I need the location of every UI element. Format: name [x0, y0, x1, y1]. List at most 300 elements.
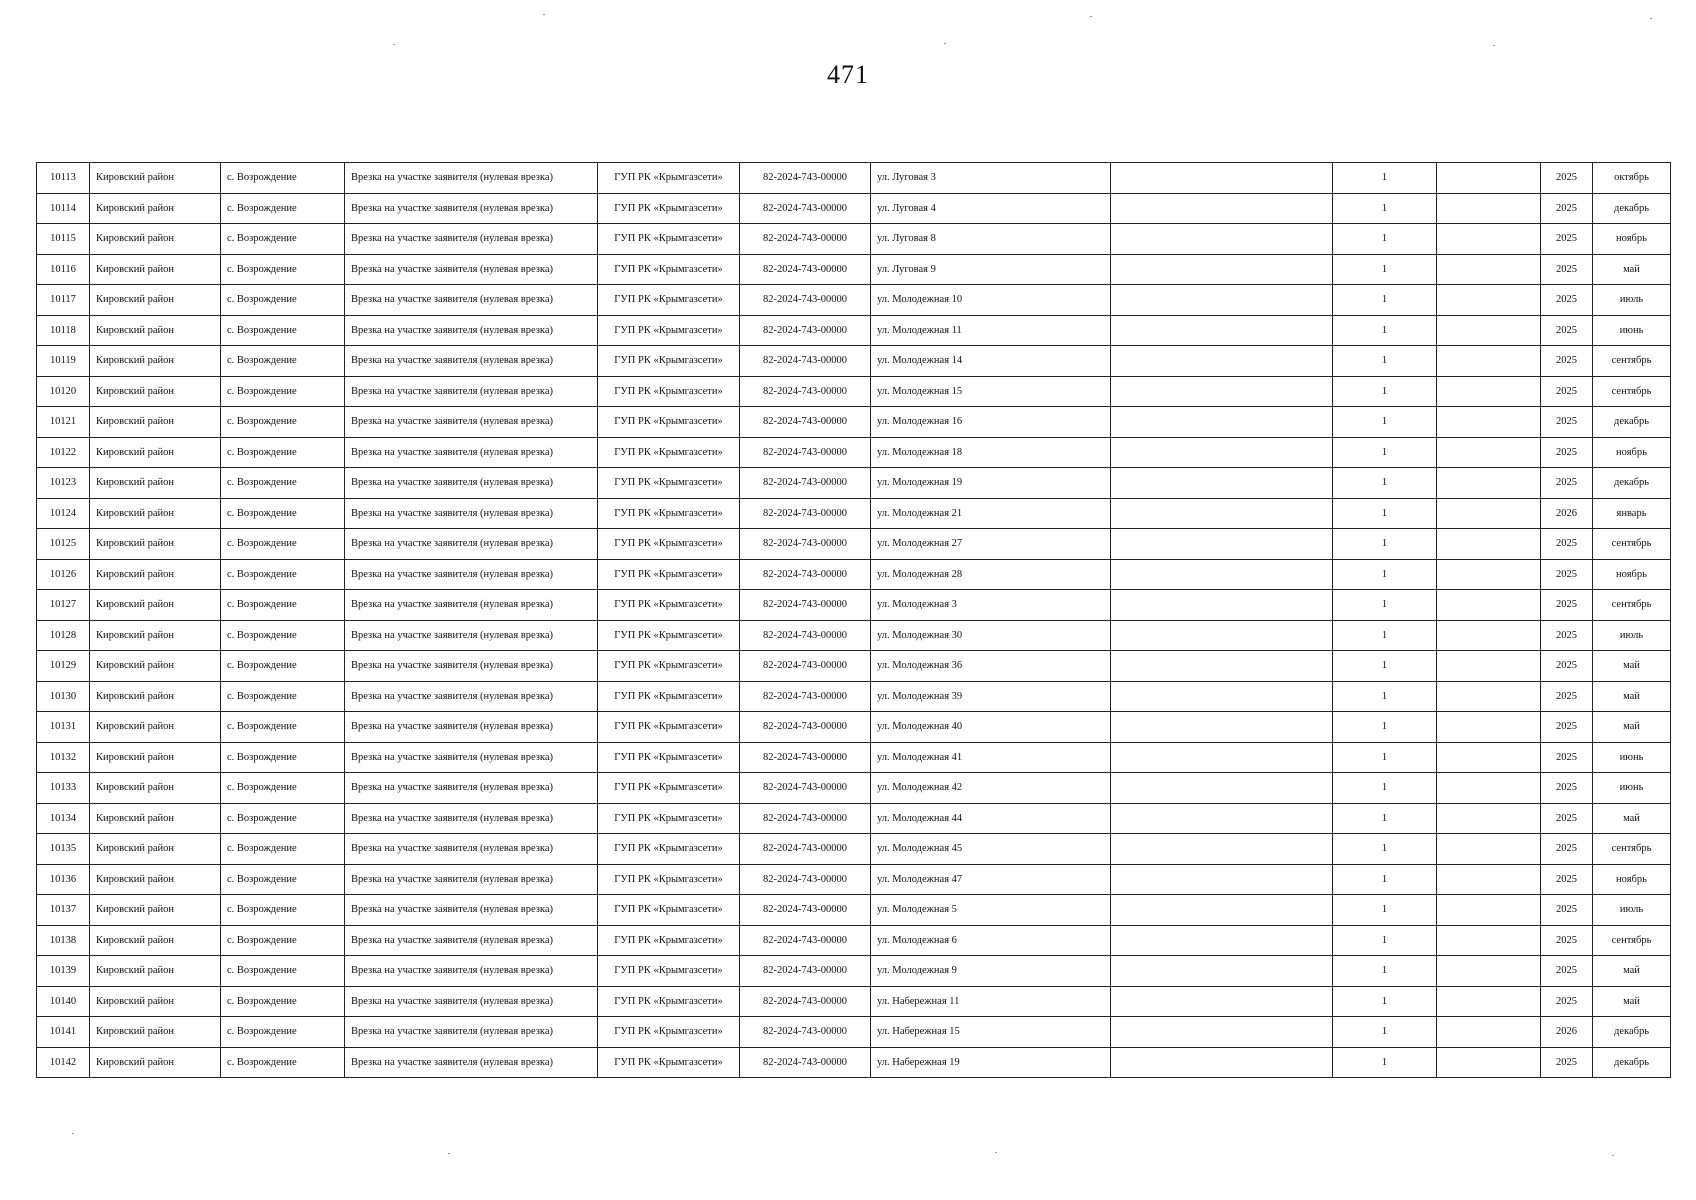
month-cell: январь: [1593, 498, 1671, 529]
row-number: 10123: [37, 468, 90, 499]
empty-cell: [1437, 956, 1541, 987]
table-row: [37, 1017, 1671, 1048]
district-cell: Кировский район: [90, 712, 221, 743]
district-cell: Кировский район: [90, 1047, 221, 1078]
settlement-cell: с. Возрождение: [221, 407, 345, 438]
project-code-cell: 82-2024-743-00000: [740, 1047, 871, 1078]
month-cell: ноябрь: [1593, 559, 1671, 590]
row-number: 10139: [37, 956, 90, 987]
empty-cell: [1437, 468, 1541, 499]
month-cell: май: [1593, 986, 1671, 1017]
empty-cell: [1437, 986, 1541, 1017]
settlement-cell: с. Возрождение: [221, 803, 345, 834]
district-cell: Кировский район: [90, 620, 221, 651]
table-row: [37, 773, 1671, 804]
year-cell: 2025: [1541, 315, 1593, 346]
row-number: 10137: [37, 895, 90, 926]
organization-cell: ГУП РК «Крымгазсети»: [598, 437, 740, 468]
year-cell: 2025: [1541, 925, 1593, 956]
settlement-cell: с. Возрождение: [221, 163, 345, 194]
month-cell: сентябрь: [1593, 590, 1671, 621]
address-cell: ул. Луговая 3: [871, 163, 1111, 194]
quantity-cell: 1: [1333, 407, 1437, 438]
work-type-cell: Врезка на участке заявителя (нулевая врезка): [345, 407, 598, 438]
organization-cell: ГУП РК «Крымгазсети»: [598, 407, 740, 438]
settlement-cell: с. Возрождение: [221, 651, 345, 682]
address-cell: ул. Молодежная 15: [871, 376, 1111, 407]
project-code-cell: 82-2024-743-00000: [740, 925, 871, 956]
address-cell: ул. Молодежная 6: [871, 925, 1111, 956]
empty-cell: [1437, 1047, 1541, 1078]
quantity-cell: 1: [1333, 986, 1437, 1017]
table-row: [37, 895, 1671, 926]
organization-cell: ГУП РК «Крымгазсети»: [598, 620, 740, 651]
empty-cell: [1111, 315, 1333, 346]
empty-cell: [1111, 925, 1333, 956]
empty-cell: [1437, 742, 1541, 773]
table-row: [37, 620, 1671, 651]
row-number: 10136: [37, 864, 90, 895]
empty-cell: [1437, 712, 1541, 743]
month-cell: июль: [1593, 285, 1671, 316]
settlement-cell: с. Возрождение: [221, 956, 345, 987]
empty-cell: [1111, 590, 1333, 621]
address-cell: ул. Молодежная 45: [871, 834, 1111, 865]
empty-cell: [1111, 1047, 1333, 1078]
empty-cell: [1437, 559, 1541, 590]
scan-speck: [448, 1153, 450, 1154]
row-number: 10114: [37, 193, 90, 224]
district-cell: Кировский район: [90, 895, 221, 926]
row-number: 10133: [37, 773, 90, 804]
work-type-cell: Врезка на участке заявителя (нулевая врезка): [345, 681, 598, 712]
district-cell: Кировский район: [90, 437, 221, 468]
table-row: [37, 224, 1671, 255]
address-cell: ул. Молодежная 11: [871, 315, 1111, 346]
work-type-cell: Врезка на участке заявителя (нулевая врезка): [345, 437, 598, 468]
district-cell: Кировский район: [90, 498, 221, 529]
district-cell: Кировский район: [90, 651, 221, 682]
month-cell: сентябрь: [1593, 376, 1671, 407]
empty-cell: [1111, 1017, 1333, 1048]
table-row: [37, 864, 1671, 895]
row-number: 10115: [37, 224, 90, 255]
district-cell: Кировский район: [90, 529, 221, 560]
address-cell: ул. Молодежная 36: [871, 651, 1111, 682]
year-cell: 2025: [1541, 346, 1593, 377]
organization-cell: ГУП РК «Крымгазсети»: [598, 376, 740, 407]
organization-cell: ГУП РК «Крымгазсети»: [598, 498, 740, 529]
row-number: 10126: [37, 559, 90, 590]
month-cell: май: [1593, 681, 1671, 712]
organization-cell: ГУП РК «Крымгазсети»: [598, 224, 740, 255]
month-cell: октябрь: [1593, 163, 1671, 194]
row-number: 10113: [37, 163, 90, 194]
organization-cell: ГУП РК «Крымгазсети»: [598, 742, 740, 773]
organization-cell: ГУП РК «Крымгазсети»: [598, 285, 740, 316]
month-cell: декабрь: [1593, 407, 1671, 438]
work-type-cell: Врезка на участке заявителя (нулевая врезка): [345, 163, 598, 194]
month-cell: май: [1593, 803, 1671, 834]
year-cell: 2025: [1541, 468, 1593, 499]
project-code-cell: 82-2024-743-00000: [740, 376, 871, 407]
address-cell: ул. Молодежная 18: [871, 437, 1111, 468]
month-cell: сентябрь: [1593, 529, 1671, 560]
district-cell: Кировский район: [90, 742, 221, 773]
project-code-cell: 82-2024-743-00000: [740, 407, 871, 438]
month-cell: ноябрь: [1593, 224, 1671, 255]
empty-cell: [1437, 651, 1541, 682]
settlement-cell: с. Возрождение: [221, 529, 345, 560]
organization-cell: ГУП РК «Крымгазсети»: [598, 834, 740, 865]
settlement-cell: с. Возрождение: [221, 468, 345, 499]
settlement-cell: с. Возрождение: [221, 376, 345, 407]
scan-speck: [543, 14, 545, 15]
quantity-cell: 1: [1333, 1017, 1437, 1048]
month-cell: сентябрь: [1593, 834, 1671, 865]
table-row: [37, 925, 1671, 956]
table-row: [37, 498, 1671, 529]
district-cell: Кировский район: [90, 468, 221, 499]
year-cell: 2026: [1541, 1017, 1593, 1048]
year-cell: 2025: [1541, 1047, 1593, 1078]
empty-cell: [1111, 986, 1333, 1017]
quantity-cell: 1: [1333, 315, 1437, 346]
organization-cell: ГУП РК «Крымгазсети»: [598, 1017, 740, 1048]
quantity-cell: 1: [1333, 590, 1437, 621]
empty-cell: [1437, 224, 1541, 255]
table-row: [37, 1047, 1671, 1078]
work-type-cell: Врезка на участке заявителя (нулевая врезка): [345, 1017, 598, 1048]
work-type-cell: Врезка на участке заявителя (нулевая врезка): [345, 285, 598, 316]
address-cell: ул. Молодежная 39: [871, 681, 1111, 712]
empty-cell: [1437, 193, 1541, 224]
district-cell: Кировский район: [90, 590, 221, 621]
scan-speck: [1650, 18, 1652, 19]
row-number: 10132: [37, 742, 90, 773]
district-cell: Кировский район: [90, 315, 221, 346]
year-cell: 2025: [1541, 834, 1593, 865]
quantity-cell: 1: [1333, 925, 1437, 956]
quantity-cell: 1: [1333, 559, 1437, 590]
work-type-cell: Врезка на участке заявителя (нулевая врезка): [345, 773, 598, 804]
settlement-cell: с. Возрождение: [221, 834, 345, 865]
organization-cell: ГУП РК «Крымгазсети»: [598, 1047, 740, 1078]
empty-cell: [1111, 163, 1333, 194]
work-type-cell: Врезка на участке заявителя (нулевая врезка): [345, 956, 598, 987]
settlement-cell: с. Возрождение: [221, 681, 345, 712]
work-type-cell: Врезка на участке заявителя (нулевая врезка): [345, 712, 598, 743]
settlement-cell: с. Возрождение: [221, 712, 345, 743]
year-cell: 2025: [1541, 224, 1593, 255]
scan-speck: [944, 43, 946, 44]
year-cell: 2025: [1541, 590, 1593, 621]
empty-cell: [1111, 468, 1333, 499]
empty-cell: [1111, 407, 1333, 438]
row-number: 10128: [37, 620, 90, 651]
district-cell: Кировский район: [90, 864, 221, 895]
year-cell: 2025: [1541, 864, 1593, 895]
row-number: 10141: [37, 1017, 90, 1048]
quantity-cell: 1: [1333, 163, 1437, 194]
empty-cell: [1111, 529, 1333, 560]
address-cell: ул. Молодежная 16: [871, 407, 1111, 438]
project-code-cell: 82-2024-743-00000: [740, 834, 871, 865]
empty-cell: [1437, 773, 1541, 804]
month-cell: июнь: [1593, 773, 1671, 804]
empty-cell: [1437, 346, 1541, 377]
district-cell: Кировский район: [90, 834, 221, 865]
year-cell: 2025: [1541, 285, 1593, 316]
quantity-cell: 1: [1333, 895, 1437, 926]
month-cell: сентябрь: [1593, 925, 1671, 956]
work-type-cell: Врезка на участке заявителя (нулевая врезка): [345, 925, 598, 956]
empty-cell: [1111, 224, 1333, 255]
settlement-cell: с. Возрождение: [221, 864, 345, 895]
settlement-cell: с. Возрождение: [221, 285, 345, 316]
empty-cell: [1111, 864, 1333, 895]
work-type-cell: Врезка на участке заявителя (нулевая врезка): [345, 1047, 598, 1078]
work-type-cell: Врезка на участке заявителя (нулевая врезка): [345, 498, 598, 529]
empty-cell: [1111, 620, 1333, 651]
month-cell: май: [1593, 651, 1671, 682]
year-cell: 2025: [1541, 437, 1593, 468]
settlement-cell: с. Возрождение: [221, 346, 345, 377]
project-code-cell: 82-2024-743-00000: [740, 773, 871, 804]
project-code-cell: 82-2024-743-00000: [740, 681, 871, 712]
district-cell: Кировский район: [90, 285, 221, 316]
quantity-cell: 1: [1333, 376, 1437, 407]
quantity-cell: 1: [1333, 803, 1437, 834]
project-code-cell: 82-2024-743-00000: [740, 437, 871, 468]
settlement-cell: с. Возрождение: [221, 925, 345, 956]
organization-cell: ГУП РК «Крымгазсети»: [598, 712, 740, 743]
empty-cell: [1437, 376, 1541, 407]
month-cell: июнь: [1593, 315, 1671, 346]
organization-cell: ГУП РК «Крымгазсети»: [598, 346, 740, 377]
work-type-cell: Врезка на участке заявителя (нулевая врезка): [345, 254, 598, 285]
project-code-cell: 82-2024-743-00000: [740, 254, 871, 285]
district-cell: Кировский район: [90, 224, 221, 255]
work-type-cell: Врезка на участке заявителя (нулевая врезка): [345, 986, 598, 1017]
empty-cell: [1437, 529, 1541, 560]
year-cell: 2025: [1541, 193, 1593, 224]
empty-cell: [1111, 193, 1333, 224]
empty-cell: [1111, 712, 1333, 743]
district-cell: Кировский район: [90, 559, 221, 590]
table-row: [37, 254, 1671, 285]
project-code-cell: 82-2024-743-00000: [740, 895, 871, 926]
month-cell: декабрь: [1593, 193, 1671, 224]
project-code-cell: 82-2024-743-00000: [740, 803, 871, 834]
work-type-cell: Врезка на участке заявителя (нулевая врезка): [345, 468, 598, 499]
settlement-cell: с. Возрождение: [221, 1047, 345, 1078]
settlement-cell: с. Возрождение: [221, 437, 345, 468]
empty-cell: [1437, 620, 1541, 651]
quantity-cell: 1: [1333, 224, 1437, 255]
project-code-cell: 82-2024-743-00000: [740, 559, 871, 590]
scan-speck: [1090, 16, 1092, 17]
quantity-cell: 1: [1333, 620, 1437, 651]
empty-cell: [1111, 559, 1333, 590]
empty-cell: [1111, 346, 1333, 377]
district-cell: Кировский район: [90, 773, 221, 804]
address-cell: ул. Молодежная 14: [871, 346, 1111, 377]
month-cell: июнь: [1593, 742, 1671, 773]
empty-cell: [1111, 498, 1333, 529]
year-cell: 2025: [1541, 651, 1593, 682]
year-cell: 2025: [1541, 529, 1593, 560]
organization-cell: ГУП РК «Крымгазсети»: [598, 590, 740, 621]
month-cell: май: [1593, 956, 1671, 987]
project-code-cell: 82-2024-743-00000: [740, 285, 871, 316]
empty-cell: [1437, 895, 1541, 926]
month-cell: июль: [1593, 895, 1671, 926]
address-cell: ул. Молодежная 9: [871, 956, 1111, 987]
year-cell: 2025: [1541, 407, 1593, 438]
work-type-cell: Врезка на участке заявителя (нулевая врезка): [345, 620, 598, 651]
work-type-cell: Врезка на участке заявителя (нулевая врезка): [345, 315, 598, 346]
scan-speck: [1612, 1155, 1614, 1156]
row-number: 10130: [37, 681, 90, 712]
empty-cell: [1437, 803, 1541, 834]
address-cell: ул. Молодежная 5: [871, 895, 1111, 926]
row-number: 10135: [37, 834, 90, 865]
empty-cell: [1437, 407, 1541, 438]
table-row: [37, 315, 1671, 346]
address-cell: ул. Молодежная 19: [871, 468, 1111, 499]
settlement-cell: с. Возрождение: [221, 1017, 345, 1048]
table-row: [37, 163, 1671, 194]
table-row: [37, 803, 1671, 834]
work-type-cell: Врезка на участке заявителя (нулевая врезка): [345, 224, 598, 255]
quantity-cell: 1: [1333, 956, 1437, 987]
row-number: 10118: [37, 315, 90, 346]
organization-cell: ГУП РК «Крымгазсети»: [598, 864, 740, 895]
project-code-cell: 82-2024-743-00000: [740, 315, 871, 346]
address-cell: ул. Луговая 9: [871, 254, 1111, 285]
district-cell: Кировский район: [90, 193, 221, 224]
project-code-cell: 82-2024-743-00000: [740, 986, 871, 1017]
settlement-cell: с. Возрождение: [221, 590, 345, 621]
scan-speck: [995, 1152, 997, 1153]
month-cell: ноябрь: [1593, 864, 1671, 895]
address-cell: ул. Луговая 8: [871, 224, 1111, 255]
empty-cell: [1437, 681, 1541, 712]
address-cell: ул. Молодежная 42: [871, 773, 1111, 804]
empty-cell: [1111, 254, 1333, 285]
row-number: 10120: [37, 376, 90, 407]
table-row: [37, 956, 1671, 987]
address-cell: ул. Молодежная 28: [871, 559, 1111, 590]
empty-cell: [1111, 681, 1333, 712]
address-cell: ул. Луговая 4: [871, 193, 1111, 224]
settlement-cell: с. Возрождение: [221, 559, 345, 590]
table-row: [37, 590, 1671, 621]
year-cell: 2025: [1541, 620, 1593, 651]
row-number: 10124: [37, 498, 90, 529]
empty-cell: [1111, 651, 1333, 682]
scan-speck: [1493, 45, 1495, 46]
organization-cell: ГУП РК «Крымгазсети»: [598, 651, 740, 682]
organization-cell: ГУП РК «Крымгазсети»: [598, 559, 740, 590]
work-type-cell: Врезка на участке заявителя (нулевая врезка): [345, 651, 598, 682]
district-cell: Кировский район: [90, 925, 221, 956]
organization-cell: ГУП РК «Крымгазсети»: [598, 773, 740, 804]
row-number: 10122: [37, 437, 90, 468]
year-cell: 2025: [1541, 773, 1593, 804]
settlement-cell: с. Возрождение: [221, 986, 345, 1017]
address-cell: ул. Набережная 19: [871, 1047, 1111, 1078]
project-code-cell: 82-2024-743-00000: [740, 956, 871, 987]
year-cell: 2025: [1541, 956, 1593, 987]
project-code-cell: 82-2024-743-00000: [740, 163, 871, 194]
organization-cell: ГУП РК «Крымгазсети»: [598, 956, 740, 987]
row-number: 10134: [37, 803, 90, 834]
empty-cell: [1111, 437, 1333, 468]
project-code-cell: 82-2024-743-00000: [740, 529, 871, 560]
settlement-cell: с. Возрождение: [221, 742, 345, 773]
year-cell: 2025: [1541, 681, 1593, 712]
settlement-cell: с. Возрождение: [221, 315, 345, 346]
address-cell: ул. Молодежная 30: [871, 620, 1111, 651]
empty-cell: [1437, 925, 1541, 956]
quantity-cell: 1: [1333, 437, 1437, 468]
table-row: [37, 834, 1671, 865]
row-number: 10125: [37, 529, 90, 560]
table-row: [37, 193, 1671, 224]
organization-cell: ГУП РК «Крымгазсети»: [598, 895, 740, 926]
empty-cell: [1111, 895, 1333, 926]
registry-table: [36, 162, 1671, 1078]
quantity-cell: 1: [1333, 285, 1437, 316]
table-row: [37, 681, 1671, 712]
month-cell: май: [1593, 712, 1671, 743]
year-cell: 2026: [1541, 498, 1593, 529]
quantity-cell: 1: [1333, 742, 1437, 773]
district-cell: Кировский район: [90, 346, 221, 377]
organization-cell: ГУП РК «Крымгазсети»: [598, 163, 740, 194]
quantity-cell: 1: [1333, 864, 1437, 895]
month-cell: июль: [1593, 620, 1671, 651]
address-cell: ул. Молодежная 41: [871, 742, 1111, 773]
empty-cell: [1437, 437, 1541, 468]
year-cell: 2025: [1541, 712, 1593, 743]
project-code-cell: 82-2024-743-00000: [740, 468, 871, 499]
row-number: 10127: [37, 590, 90, 621]
quantity-cell: 1: [1333, 773, 1437, 804]
month-cell: май: [1593, 254, 1671, 285]
scan-speck: [72, 1133, 74, 1134]
table-row: [37, 437, 1671, 468]
project-code-cell: 82-2024-743-00000: [740, 864, 871, 895]
settlement-cell: с. Возрождение: [221, 193, 345, 224]
address-cell: ул. Молодежная 27: [871, 529, 1111, 560]
quantity-cell: 1: [1333, 193, 1437, 224]
row-number: 10129: [37, 651, 90, 682]
empty-cell: [1111, 285, 1333, 316]
quantity-cell: 1: [1333, 254, 1437, 285]
month-cell: декабрь: [1593, 1017, 1671, 1048]
settlement-cell: с. Возрождение: [221, 620, 345, 651]
empty-cell: [1437, 254, 1541, 285]
project-code-cell: 82-2024-743-00000: [740, 346, 871, 377]
address-cell: ул. Молодежная 10: [871, 285, 1111, 316]
district-cell: Кировский район: [90, 1017, 221, 1048]
month-cell: декабрь: [1593, 1047, 1671, 1078]
table-row: [37, 529, 1671, 560]
empty-cell: [1437, 864, 1541, 895]
